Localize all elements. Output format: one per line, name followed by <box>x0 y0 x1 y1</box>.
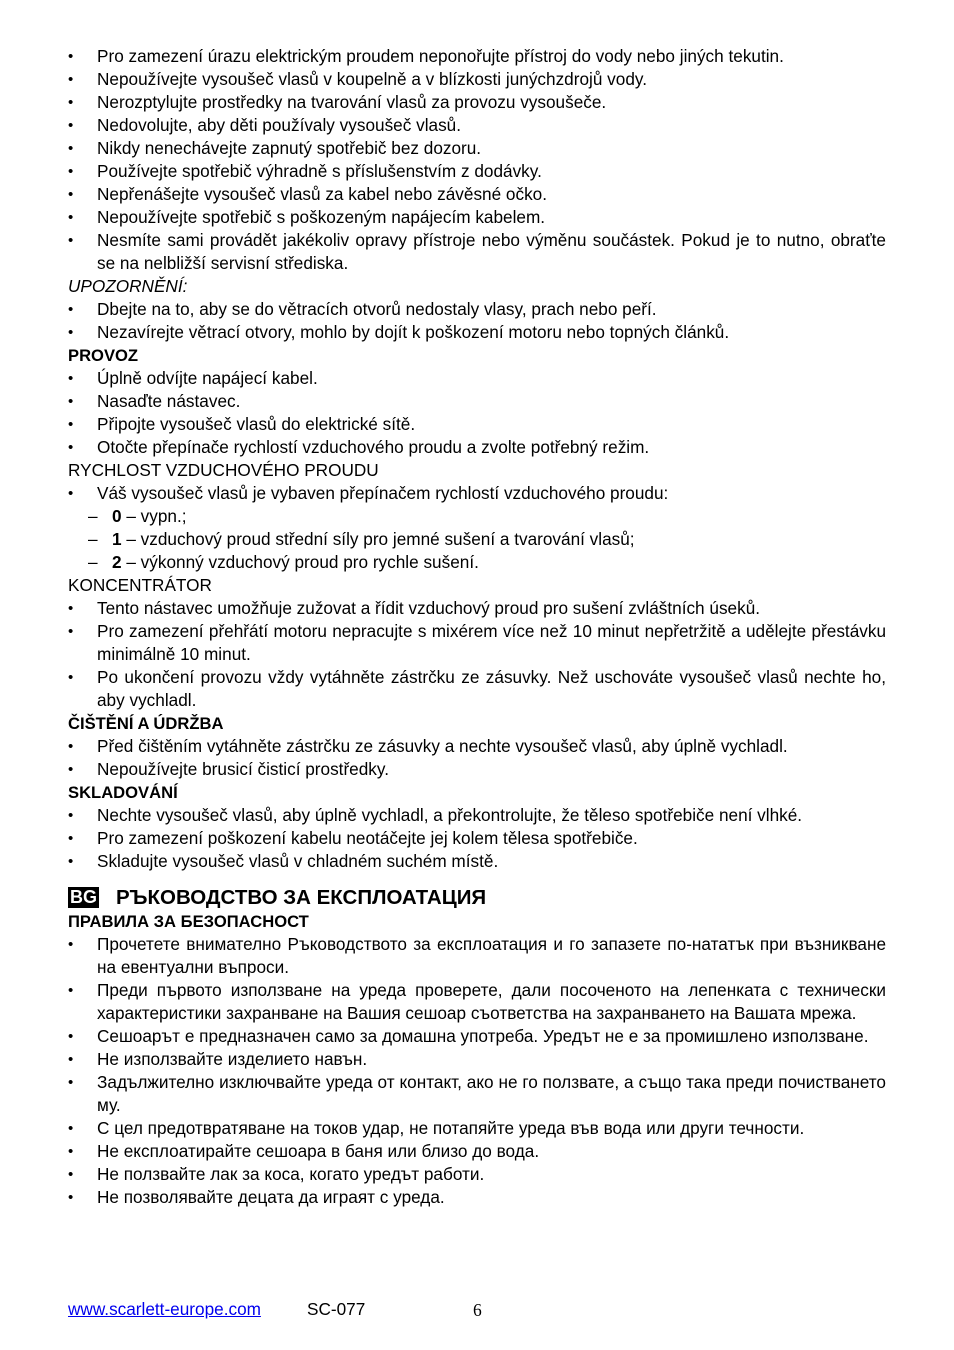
list-item: • Nechte vysoušeč vlasů, aby úplně vychladl, a překontrolujte, že těleso spotřebiče není vlhké. <box>68 804 886 827</box>
list-item: • Преди първото използване на уреда проверете, дали посоченото на лепенката с технически характеристики захранване на Вашия сешоар съответства на захранването на Вашата мрежа. <box>68 979 886 1025</box>
list-item: • Nerozptylujte prostředky na tvarování vlasů za provozu vysoušeče. <box>68 91 886 114</box>
list-item: • Tento nástavec umožňuje zužovat a řídit vzduchový proud pro sušení zvláštních úseků. <box>68 597 886 620</box>
list-item: • Dbejte na to, aby se do větracích otvorů nedostaly vlasy, prach nebo peří. <box>68 298 886 321</box>
list-item: • Pro zamezení poškození kabelu neotáčejte jej kolem tělesa spotřebiče. <box>68 827 886 850</box>
list-item: • Не експлоатирайте сешоара в баня или близо до вода. <box>68 1140 886 1163</box>
list-item: • С цел предотвратяване на токов удар, не потапяйте уреда във вода или други течности. <box>68 1117 886 1140</box>
list-item: • Nedovolujte, aby děti používaly vysoušeč vlasů. <box>68 114 886 137</box>
list-item: • Прочетете внимателно Ръководството за експлоатация и го запазете по-нататък при възникване на евентуални въпроси. <box>68 933 886 979</box>
cz-speed-list <box>68 482 886 574</box>
list-item: • Pro zamezení přehřátí motoru nepracujte s mixérem více než 10 minut nepřetržitě a udělejte přestávku minimálně 10 minut. <box>68 620 886 666</box>
speed-mode-key: 0 <box>112 506 122 526</box>
speed-mode-key: 2 <box>112 552 122 572</box>
list-item: • Váš vysoušeč vlasů je vybaven přepínačem rychlostí vzduchového proudu: <box>68 482 886 505</box>
list-item: • Úplně odvíjte napájecí kabel. <box>68 367 886 390</box>
list-item: • Сешоарът е предназначен само за домашна употреба. Уредът не е за промишлено използване. <box>68 1025 886 1048</box>
page-number: 6 <box>473 1300 482 1320</box>
list-item: • Skladujte vysoušeč vlasů v chladném suchém místě. <box>68 850 886 873</box>
website-link[interactable]: www.scarlett-europe.com <box>68 1299 261 1319</box>
list-item: • Nepoužívejte brusicí čisticí prostředky. <box>68 758 886 781</box>
list-item: • Používejte spotřebič výhradně s příslušenstvím z dodávky. <box>68 160 886 183</box>
list-item: • Nikdy nenechávejte zapnutý spotřebič bez dozoru. <box>68 137 886 160</box>
list-item: • Задължително изключвайте уреда от контакт, ако не го ползвате, а също така преди почистването му. <box>68 1071 886 1117</box>
list-item: • Pro zamezení úrazu elektrickým proudem neponořujte přístroj do vody nebo jiných tekutin. <box>68 45 886 68</box>
cz-storage-list <box>68 804 886 873</box>
dash-marker: – <box>88 506 98 526</box>
speed-mode-text: – vzduchový proud střední síly pro jemné sušení a tvarování vlasů; <box>121 529 635 549</box>
cz-operation-list <box>68 367 886 459</box>
section-heading-concentrator: KONCENTRÁTOR <box>68 575 212 595</box>
cz-warning-list <box>68 298 886 344</box>
section-heading-airflow-speed: RYCHLOST VZDUCHOVÉHO PROUDU <box>68 460 379 480</box>
bg-safety-list <box>68 933 886 1209</box>
list-item: • Nezavírejte větrací otvory, mohlo by dojít k poškození motoru nebo topných článků. <box>68 321 886 344</box>
model-number: SC-077 <box>307 1299 366 1319</box>
list-item: • Nepoužívejte spotřebič s poškozeným napájecím kabelem. <box>68 206 886 229</box>
section-heading-bg-safety: ПРАВИЛА ЗА БЕЗОПАСНОСТ <box>68 912 309 931</box>
speed-mode-text: – výkonný vzduchový proud pro rychle sušení. <box>121 552 479 572</box>
section-heading-storage: SKLADOVÁNÍ <box>68 783 178 802</box>
cz-cleaning-list <box>68 735 886 781</box>
speed-mode-item <box>68 505 886 528</box>
list-item: • Nepoužívejte vysoušeč vlasů v koupelně a v blízkosti junýchzdrojů vody. <box>68 68 886 91</box>
language-badge: BG <box>70 887 97 907</box>
speed-mode-key: 1 <box>112 529 122 549</box>
list-item: • Připojte vysoušeč vlasů do elektrické sítě. <box>68 413 886 436</box>
list-item: • Nesmíte sami provádět jakékoliv opravy přístroje nebo výměnu součástek. Pokud je to nutno, obraťte se na nelbližší servisní střediska. <box>68 229 886 275</box>
list-item: • Nepřenášejte vysoušeč vlasů za kabel nebo závěsné očko. <box>68 183 886 206</box>
speed-mode-item <box>68 551 886 574</box>
dash-marker: – <box>88 552 98 572</box>
speed-mode-text: – vypn.; <box>121 506 187 526</box>
list-item: • Nasaďte nástavec. <box>68 390 886 413</box>
section-heading-cleaning: ČIŠTĚNÍ A ÚDRŽBA <box>68 714 224 733</box>
warning-label: UPOZORNĚNÍ: <box>68 276 188 296</box>
list-item: • Před čištěním vytáhněte zástrčku ze zásuvky a nechte vysoušeč vlasů, aby úplně vychladl. <box>68 735 886 758</box>
list-item: • Otočte přepínače rychlostí vzduchového proudu a zvolte potřebný režim. <box>68 436 886 459</box>
bg-section-title <box>68 885 886 910</box>
list-item: • Не позволявайте децата да играят с уреда. <box>68 1186 886 1209</box>
manual-page <box>68 45 886 1209</box>
speed-mode-item <box>68 528 886 551</box>
cz-safety-list <box>68 45 886 275</box>
cz-concentrator-list <box>68 597 886 712</box>
list-item: • Не използвайте изделието навън. <box>68 1048 886 1071</box>
bg-manual-title: РЪКОВОДСТВО ЗА ЕКСПЛОАТАЦИЯ <box>116 886 487 909</box>
page-footer <box>68 1299 886 1320</box>
section-heading-operation: PROVOZ <box>68 346 139 365</box>
dash-marker: – <box>88 529 98 549</box>
list-item: • Po ukončení provozu vždy vytáhněte zástrčku ze zásuvky. Než uschováte vysoušeč vlasů nechte ho, aby vychladl. <box>68 666 886 712</box>
list-item: • Не ползвайте лак за коса, когато уредът работи. <box>68 1163 886 1186</box>
